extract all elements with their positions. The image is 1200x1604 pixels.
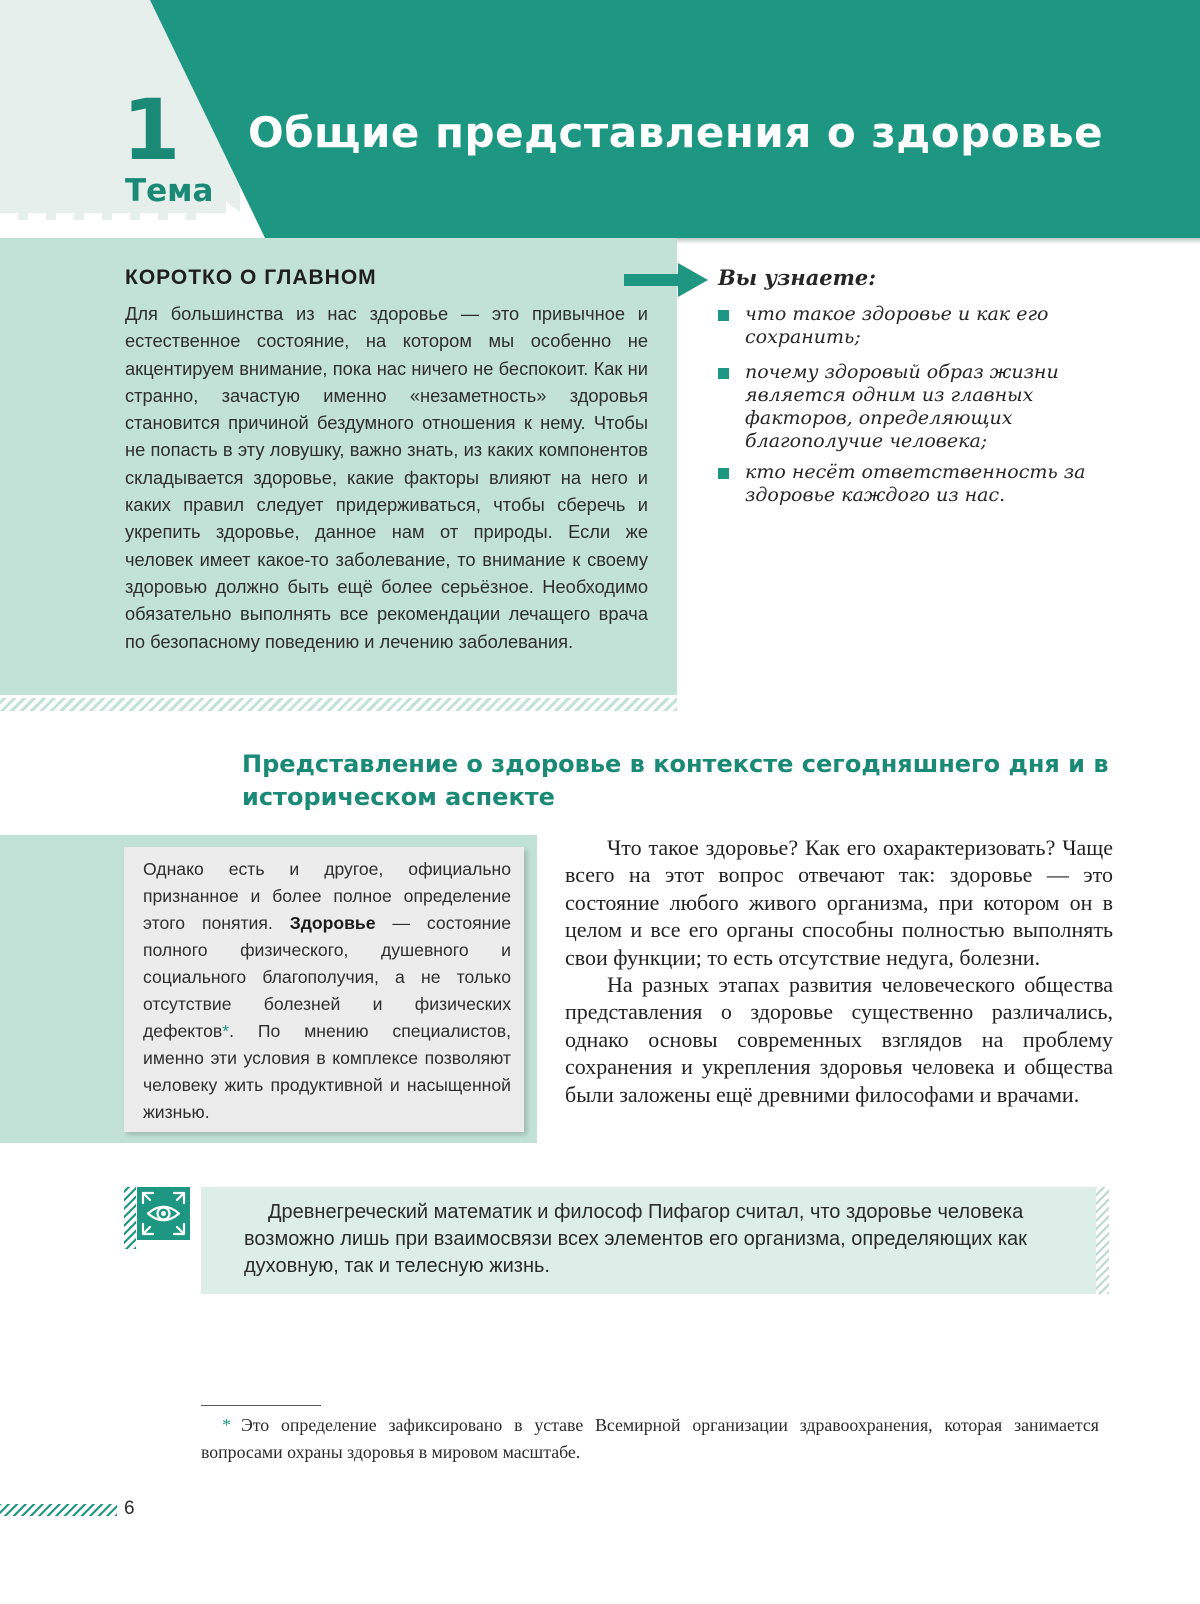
learn-list bbox=[718, 303, 1098, 519]
list-item bbox=[718, 361, 1098, 453]
eye-icon bbox=[137, 1187, 190, 1240]
learn-item-text: кто несёт ответственность за здоровье каждого из нас. bbox=[745, 461, 1086, 506]
footnote-text: Это определение зафиксировано в уставе Всемирной организации здравоохранения, которая занимается вопросами охраны здоровья в мировом масштабе. bbox=[201, 1415, 1099, 1462]
footnote-rule bbox=[201, 1405, 321, 1406]
page-hatch bbox=[0, 1504, 117, 1516]
definition-term: Здоровье bbox=[289, 913, 376, 933]
fact-text bbox=[244, 1199, 1044, 1280]
fact-hatch-right bbox=[1096, 1187, 1109, 1294]
topic-label: Тема bbox=[125, 173, 214, 209]
topic-number: 1 bbox=[122, 81, 181, 179]
definition-text-before: Однако есть и другое, официально признанное и более полное определение этого понятия. bbox=[143, 859, 511, 933]
fact-hatch-left bbox=[124, 1187, 136, 1249]
fact-text-body: Древнегреческий математик и философ Пифагор считал, что здоровье человека возможно лишь при взаимосвязи всех элементов его организма, определяющих как духовную, так и телесную жизнь. bbox=[244, 1201, 1027, 1277]
definition-text bbox=[143, 856, 511, 1126]
summary-heading: КОРОТКО О ГЛАВНОМ bbox=[125, 266, 377, 289]
paragraph: На разных этапах развития человеческого общества представления о здоровье существенно различались, однако основы современных взглядов на проблему сохранения и укрепления здоровья человека и общества были заложены ещё древними философами и врачами. bbox=[565, 972, 1113, 1107]
page-title: Общие представления о здоровье bbox=[248, 108, 1104, 157]
section-title: Представление о здоровье в контексте сегодняшнего дня и в историческом аспекте bbox=[242, 750, 1109, 811]
summary-hatch-divider bbox=[0, 698, 677, 711]
definition-text-after: . По мнению специалистов, именно эти условия в комплексе позволяют человеку жить продуктивной и насыщенной жизнью. bbox=[143, 1021, 511, 1122]
learn-title: Вы узнаете: bbox=[718, 265, 877, 290]
main-text bbox=[565, 834, 1113, 1108]
definition-text-mid: — состояние полного физического, душевного и социального благополучия, а не только отсутствие болезней и физических дефектов bbox=[143, 913, 511, 1041]
paragraph: Что такое здоровье? Как его охарактеризовать? Чаще всего на этот вопрос отвечают так: здоровье — это состояние любого живого организма, при котором он в целом и все его органы способны полностью выполнять свои функции; то есть отсутствие недуга, болезни. bbox=[565, 835, 1113, 970]
footnote bbox=[201, 1412, 1099, 1466]
summary-text: Для большинства из нас здоровье — это привычное и естественное состояние, на котором мы особенно не акцентируем внимание, пока нас ничего не беспокоит. Как ни странно, зачастую именно «незаметность» здоровья становится причиной бездумного отношения к нему. Чтобы не попасть в эту ловушку, важно знать, из каких компонентов складывается здоровье, какие факторы влияют на него и каких правил следует придерживаться, чтобы сберечь и укрепить здоровье, данное нам от природы. Если же человек имеет какое-то заболевание, то внимание к своему здоровью должно быть ещё более серьёзное. Необходимо обязательно выполнять все рекомендации лечащего врача по безопасному поведению и лечению заболевания. bbox=[125, 303, 648, 652]
arrow-right-icon bbox=[624, 263, 708, 297]
page-number: 6 bbox=[124, 1498, 135, 1519]
footnote-marker: * bbox=[222, 1021, 230, 1041]
bullet-square-icon bbox=[718, 368, 729, 379]
dashed-arrow-icon bbox=[0, 202, 255, 234]
bullet-square-icon bbox=[718, 468, 729, 479]
footnote-asterisk: * bbox=[222, 1415, 231, 1435]
list-item bbox=[718, 303, 1098, 349]
learn-item-text: что такое здоровье и как его сохранить; bbox=[745, 303, 1049, 348]
list-item bbox=[718, 461, 1098, 507]
learn-item-text: почему здоровый образ жизни является одним из главных факторов, определяющих благополучие человека; bbox=[745, 361, 1059, 452]
bullet-square-icon bbox=[718, 310, 729, 321]
